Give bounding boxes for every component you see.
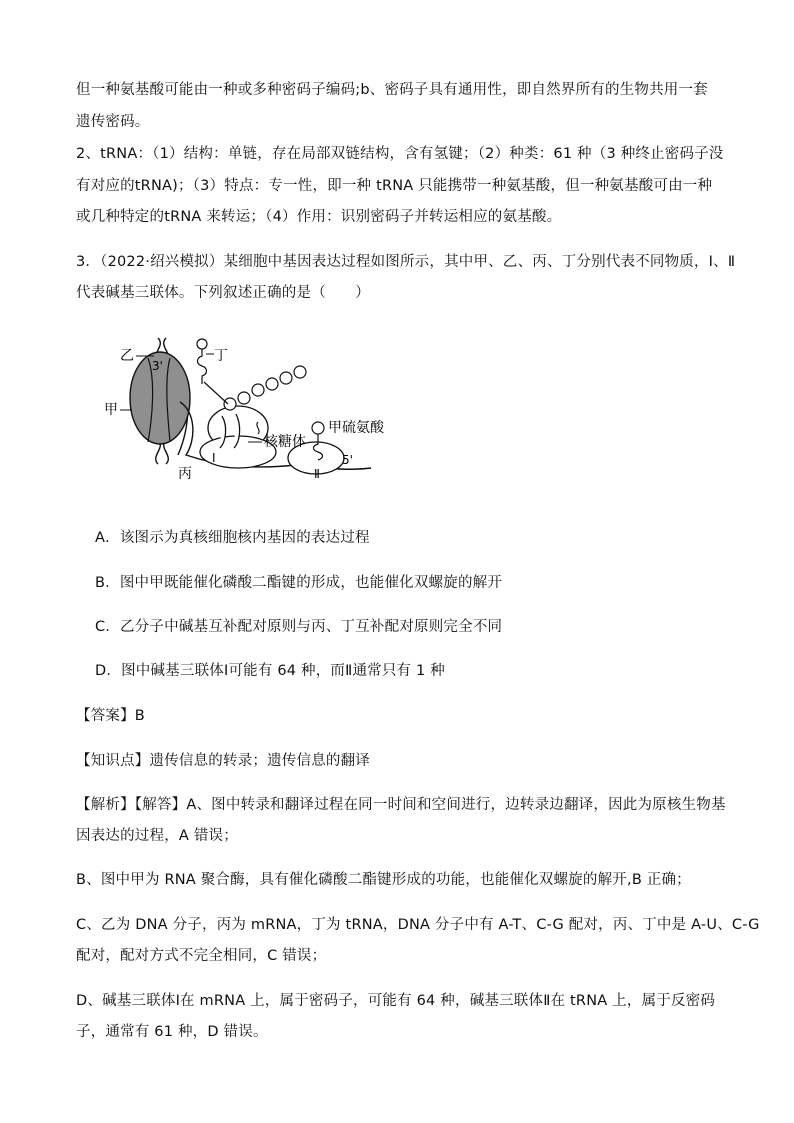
analysis-d-line: D、碱基三联体Ⅰ在 mRNA 上，属于密码子，可能有 64 种，碱基三联体Ⅱ在 tRNA 上，属于反密码 — [76, 993, 716, 1009]
trna-line: 2、tRNA：（1）结构：单链，存在局部双链结构，含有氢键；（2）种类：61 种（3 种终止密码子没 — [76, 146, 724, 162]
option-a: A．该图示为真核细胞核内基因的表达过程 — [95, 530, 370, 546]
label-I: Ⅰ — [212, 451, 216, 465]
question-stem: 代表碱基三联体。下列叙述正确的是（ ） — [76, 285, 370, 301]
option-c: C．乙分子中碱基互补配对原则与丙、丁互补配对原则完全不同 — [95, 619, 503, 635]
intro-line: 遗传密码。 — [76, 114, 150, 130]
option-b: B．图中甲既能催化磷酸二酯键的形成，也能催化双螺旋的解开 — [95, 575, 503, 591]
trna-line: 有对应的tRNA)；（3）特点：专一性，即一种 tRNA 只能携带一种氨基酸，但一种氨基酸可由一种 — [76, 178, 713, 194]
option-d: D．图中碱基三联体Ⅰ可能有 64 种，而Ⅱ通常只有 1 种 — [95, 663, 445, 679]
analysis-line: 【解析】【解答】A、图中转录和翻译过程在同一时间和空间进行，边转录边翻译，因此为原核生物基 — [76, 797, 726, 813]
knowledge-line: 【知识点】遗传信息的转录；遗传信息的翻译 — [76, 753, 370, 769]
label-yi: 乙 — [120, 348, 134, 364]
trna-line: 或几种特定的tRNA 来转运；（4）作用：识别密码子并转运相应的氨基酸。 — [76, 209, 562, 225]
label-5prime: 5' — [342, 453, 353, 467]
label-bing: 丙 — [178, 466, 192, 482]
analysis-line: 因表达的过程，A 错误； — [76, 828, 238, 844]
label-ding: 丁 — [214, 348, 228, 364]
label-II: Ⅱ — [314, 467, 320, 481]
label-met: 甲硫氨酸 — [328, 420, 384, 436]
analysis-c-line: 配对，配对方式不完全相同，C 错误； — [76, 948, 327, 964]
gene-expression-figure — [96, 330, 396, 500]
analysis-d-line: 子，通常有 61 种，D 错误。 — [76, 1024, 268, 1040]
intro-line: 但一种氨基酸可能由一种或多种密码子编码;b、密码子具有通用性，即自然界所有的生物共用一套 — [76, 82, 708, 98]
label-jia: 甲 — [104, 402, 118, 418]
analysis-b-line: B、图中甲为 RNA 聚合酶，具有催化磷酸二酯键形成的功能，也能催化双螺旋的解开,B 正确； — [76, 872, 691, 888]
question-stem: 3．（2022·绍兴模拟）某细胞中基因表达过程如图所示，其中甲、乙、丙、丁分别代表不同物质，Ⅰ、Ⅱ — [76, 254, 736, 270]
answer-line: 【答案】B — [76, 708, 145, 724]
analysis-c-line: C、乙为 DNA 分子，丙为 mRNA，丁为 tRNA，DNA 分子中有 A-T、C-G 配对，丙、丁中是 A-U、C-G — [76, 917, 760, 933]
label-3prime: 3' — [152, 359, 163, 373]
polypeptide-chain — [224, 366, 306, 410]
label-ribosome: 核糖体 — [264, 434, 306, 450]
